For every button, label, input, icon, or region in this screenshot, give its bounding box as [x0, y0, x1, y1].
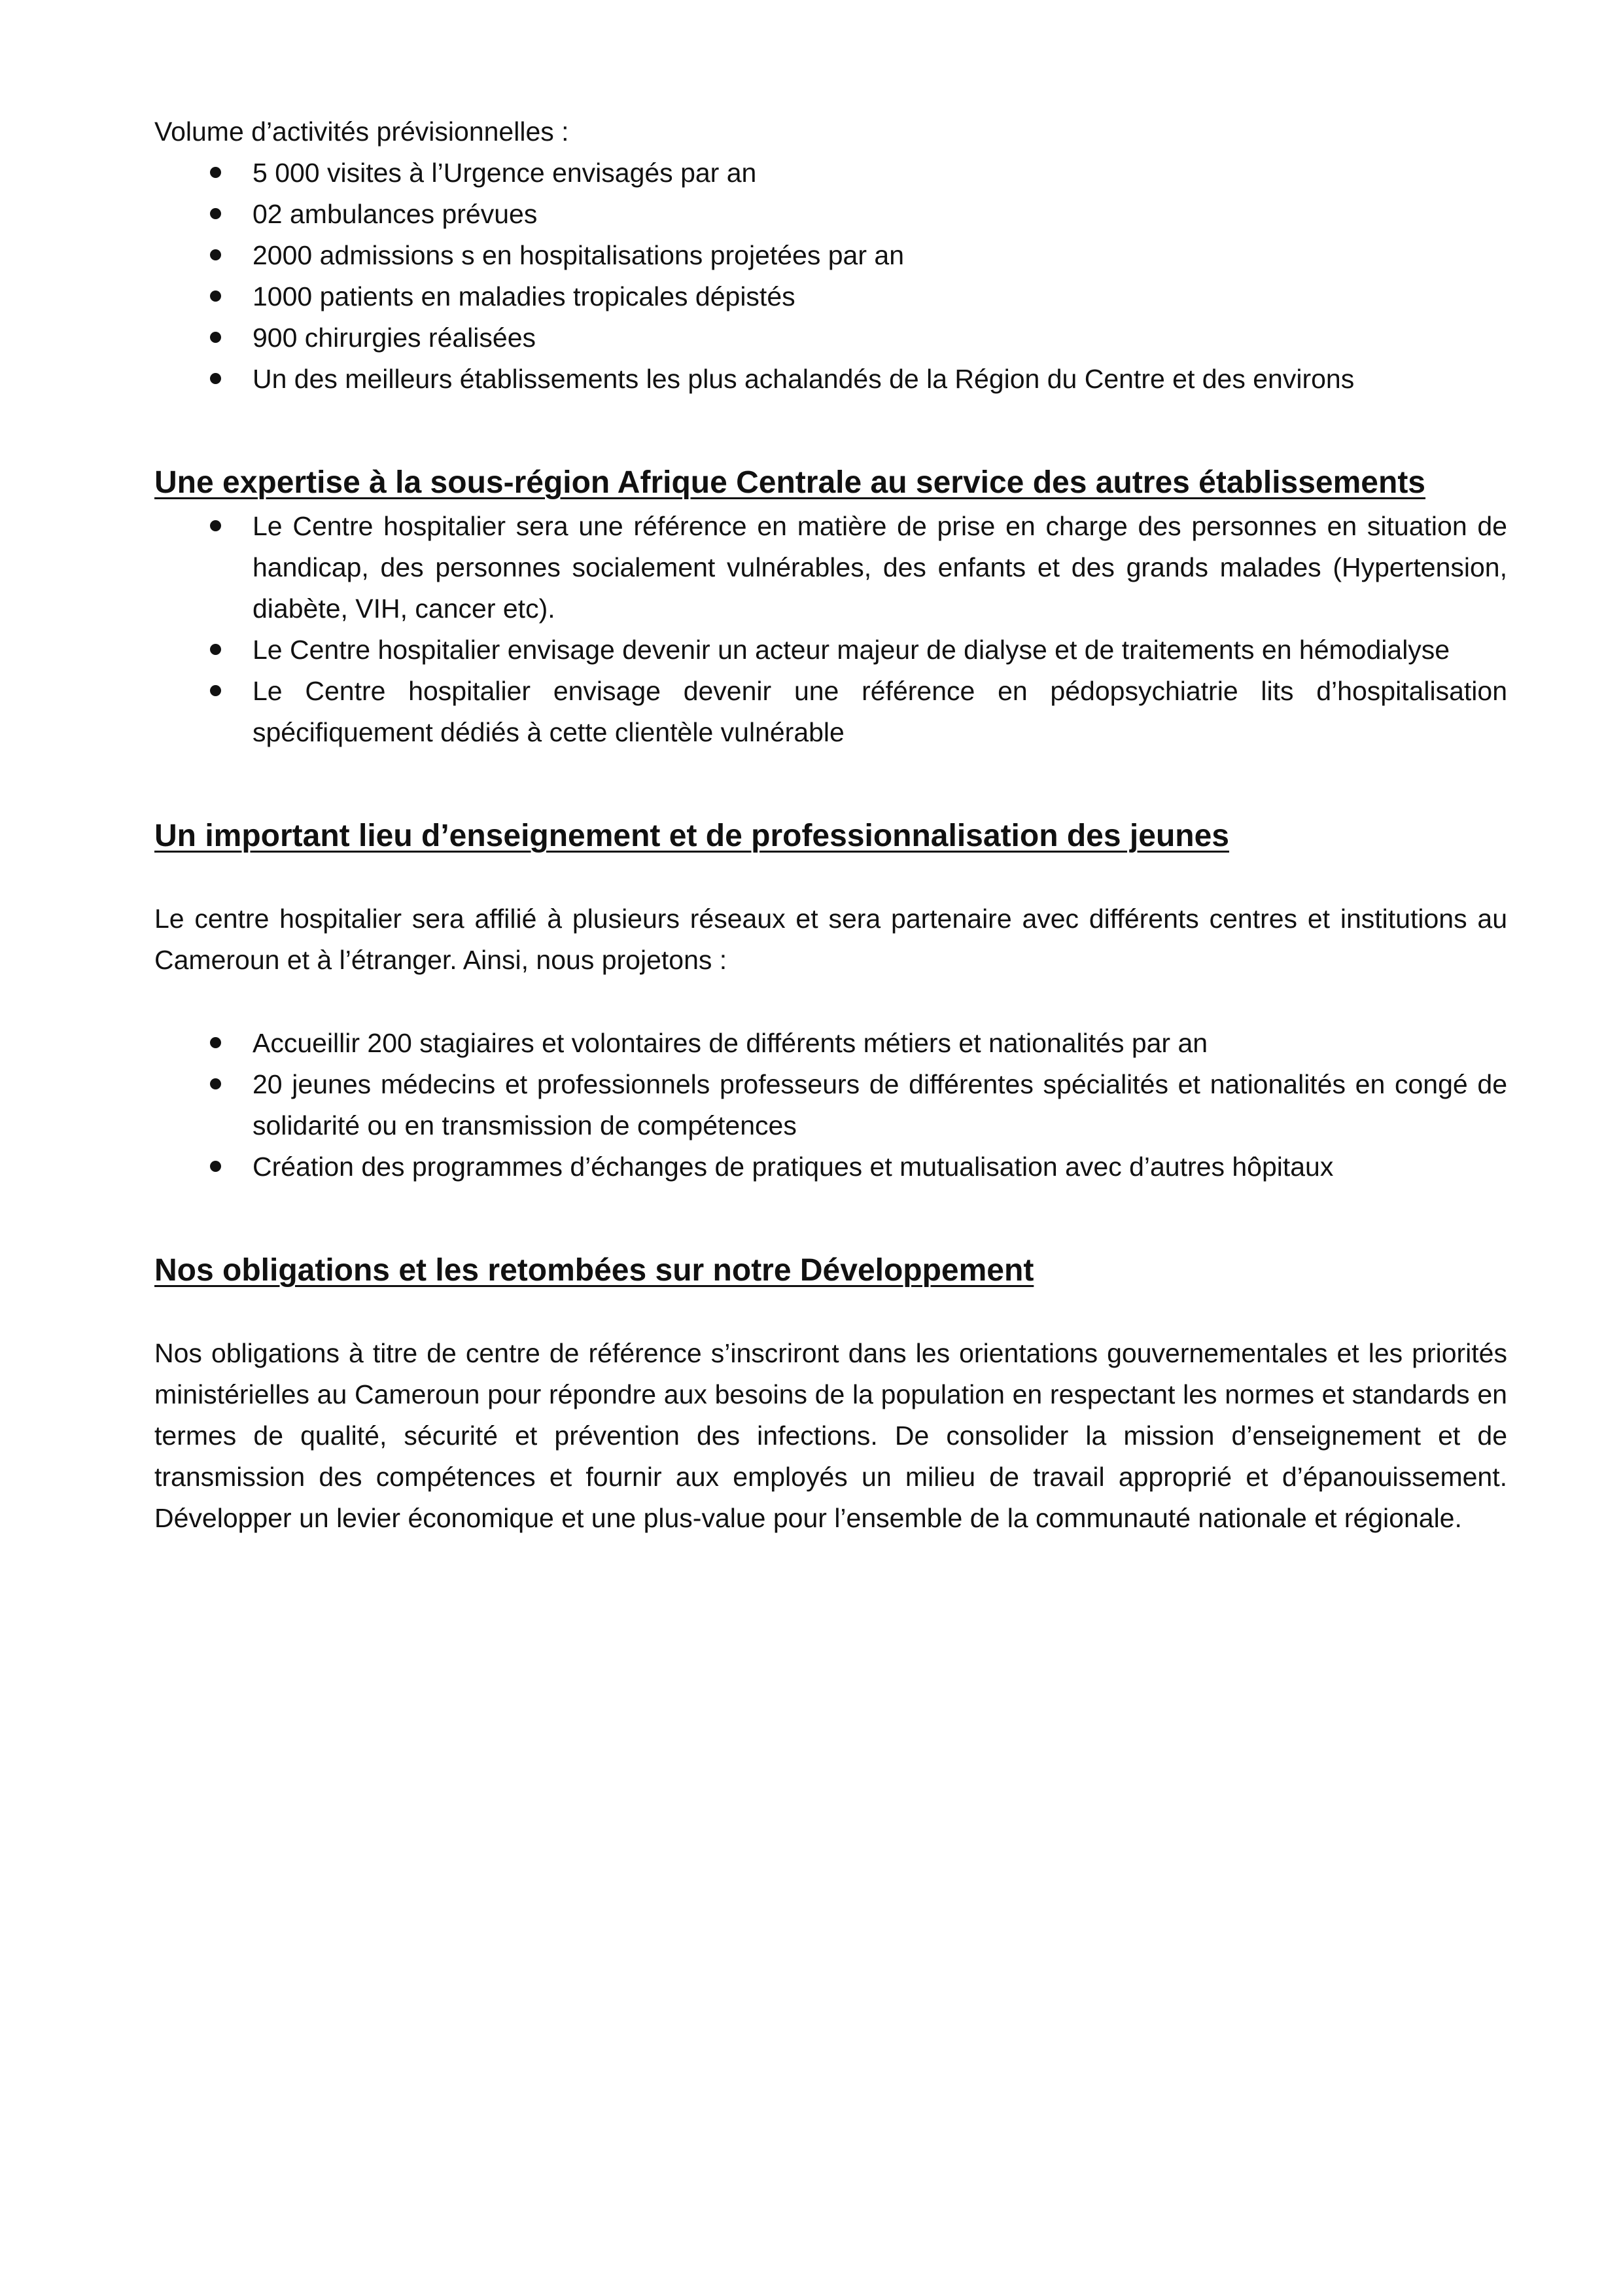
obligations-heading: Nos obligations et les retombées sur notre Développement — [154, 1253, 1034, 1288]
list-item — [253, 235, 1507, 276]
list-item-text: 20 jeunes médecins et professionnels professeurs de différentes spécialités et nationalités en congé de solidarité ou en transmission de compétences — [253, 1069, 1507, 1140]
enseignement-list — [154, 1023, 1507, 1188]
bullet-icon — [210, 249, 221, 260]
list-item — [253, 671, 1507, 753]
enseignement-paragraph: Le centre hospitalier sera affilié à plusieurs réseaux et sera partenaire avec différents centres et institutions au Cameroun et à l’étranger. Ainsi, nous projetons : — [154, 904, 1507, 975]
list-item — [253, 1064, 1507, 1146]
list-item — [253, 359, 1507, 400]
bullet-icon — [210, 685, 221, 696]
list-item-text: Le Centre hospitalier envisage devenir un acteur majeur de dialyse et de traitements en hémodialyse — [253, 635, 1450, 665]
list-item-text: Accueillir 200 stagiaires et volontaires de différents métiers et nationalités par an — [253, 1028, 1208, 1058]
bullet-icon — [210, 373, 221, 384]
bullet-icon — [210, 644, 221, 655]
expertise-heading: Une expertise à la sous-région Afrique Centrale au service des autres établissements — [154, 465, 1425, 500]
bullet-icon — [210, 208, 221, 219]
enseignement-section — [154, 813, 1507, 1188]
volume-list — [154, 152, 1507, 400]
list-item — [253, 276, 1507, 317]
list-item-text: 900 chirurgies réalisées — [253, 323, 536, 353]
expertise-section — [154, 460, 1507, 753]
list-item-text: Création des programmes d’échanges de pratiques et mutualisation avec d’autres hôpitaux — [253, 1152, 1334, 1182]
document-page — [154, 111, 1507, 1539]
list-item — [253, 194, 1507, 235]
list-item-text: 5 000 visites à l’Urgence envisagés par an — [253, 158, 757, 188]
list-item — [253, 1023, 1507, 1064]
bullet-icon — [210, 1078, 221, 1089]
bullet-icon — [210, 167, 221, 178]
bullet-icon — [210, 1037, 221, 1048]
volume-block — [154, 111, 1507, 400]
list-item-text: Le Centre hospitalier envisage devenir une référence en pédopsychiatrie lits d’hospitalisation spécifiquement dédiés à cette clientèle vulnérable — [253, 676, 1507, 747]
list-item-text: Un des meilleurs établissements les plus achalandés de la Région du Centre et des environs — [253, 364, 1355, 394]
list-item — [253, 1146, 1507, 1188]
obligations-paragraph: Nos obligations à titre de centre de référence s’inscriront dans les orientations gouvernementales et les priorités ministérielles au Cameroun pour répondre aux besoins de la population en respectant les normes et standards en termes de qualité, sécurité et prévention des infections. De consolider la mission d’enseignement et de transmission des compétences et fournir aux employés un milieu de travail approprié et d’épanouissement. Développer un levier économique et une plus-value pour l’ensemble de la communauté nationale et régionale. — [154, 1338, 1507, 1533]
bullet-icon — [210, 520, 221, 531]
list-item — [253, 506, 1507, 629]
list-item — [253, 152, 1507, 194]
bullet-icon — [210, 291, 221, 302]
bullet-icon — [210, 1161, 221, 1172]
list-item-text: 02 ambulances prévues — [253, 199, 538, 229]
expertise-list — [154, 506, 1507, 753]
list-item — [253, 317, 1507, 359]
bullet-icon — [210, 332, 221, 343]
list-item-text: 1000 patients en maladies tropicales dépistés — [253, 281, 795, 311]
list-item-text: Le Centre hospitalier sera une référence en matière de prise en charge des personnes en situation de handicap, des personnes socialement vulnérables, des enfants et des grands malades (Hypertension, diabète, VIH, cancer etc). — [253, 511, 1507, 624]
list-item-text: 2000 admissions s en hospitalisations projetées par an — [253, 240, 904, 270]
volume-intro: Volume d’activités prévisionnelles : — [154, 116, 569, 147]
obligations-section — [154, 1248, 1507, 1539]
list-item — [253, 629, 1507, 671]
enseignement-heading: Un important lieu d’enseignement et de professionnalisation des jeunes — [154, 819, 1229, 853]
